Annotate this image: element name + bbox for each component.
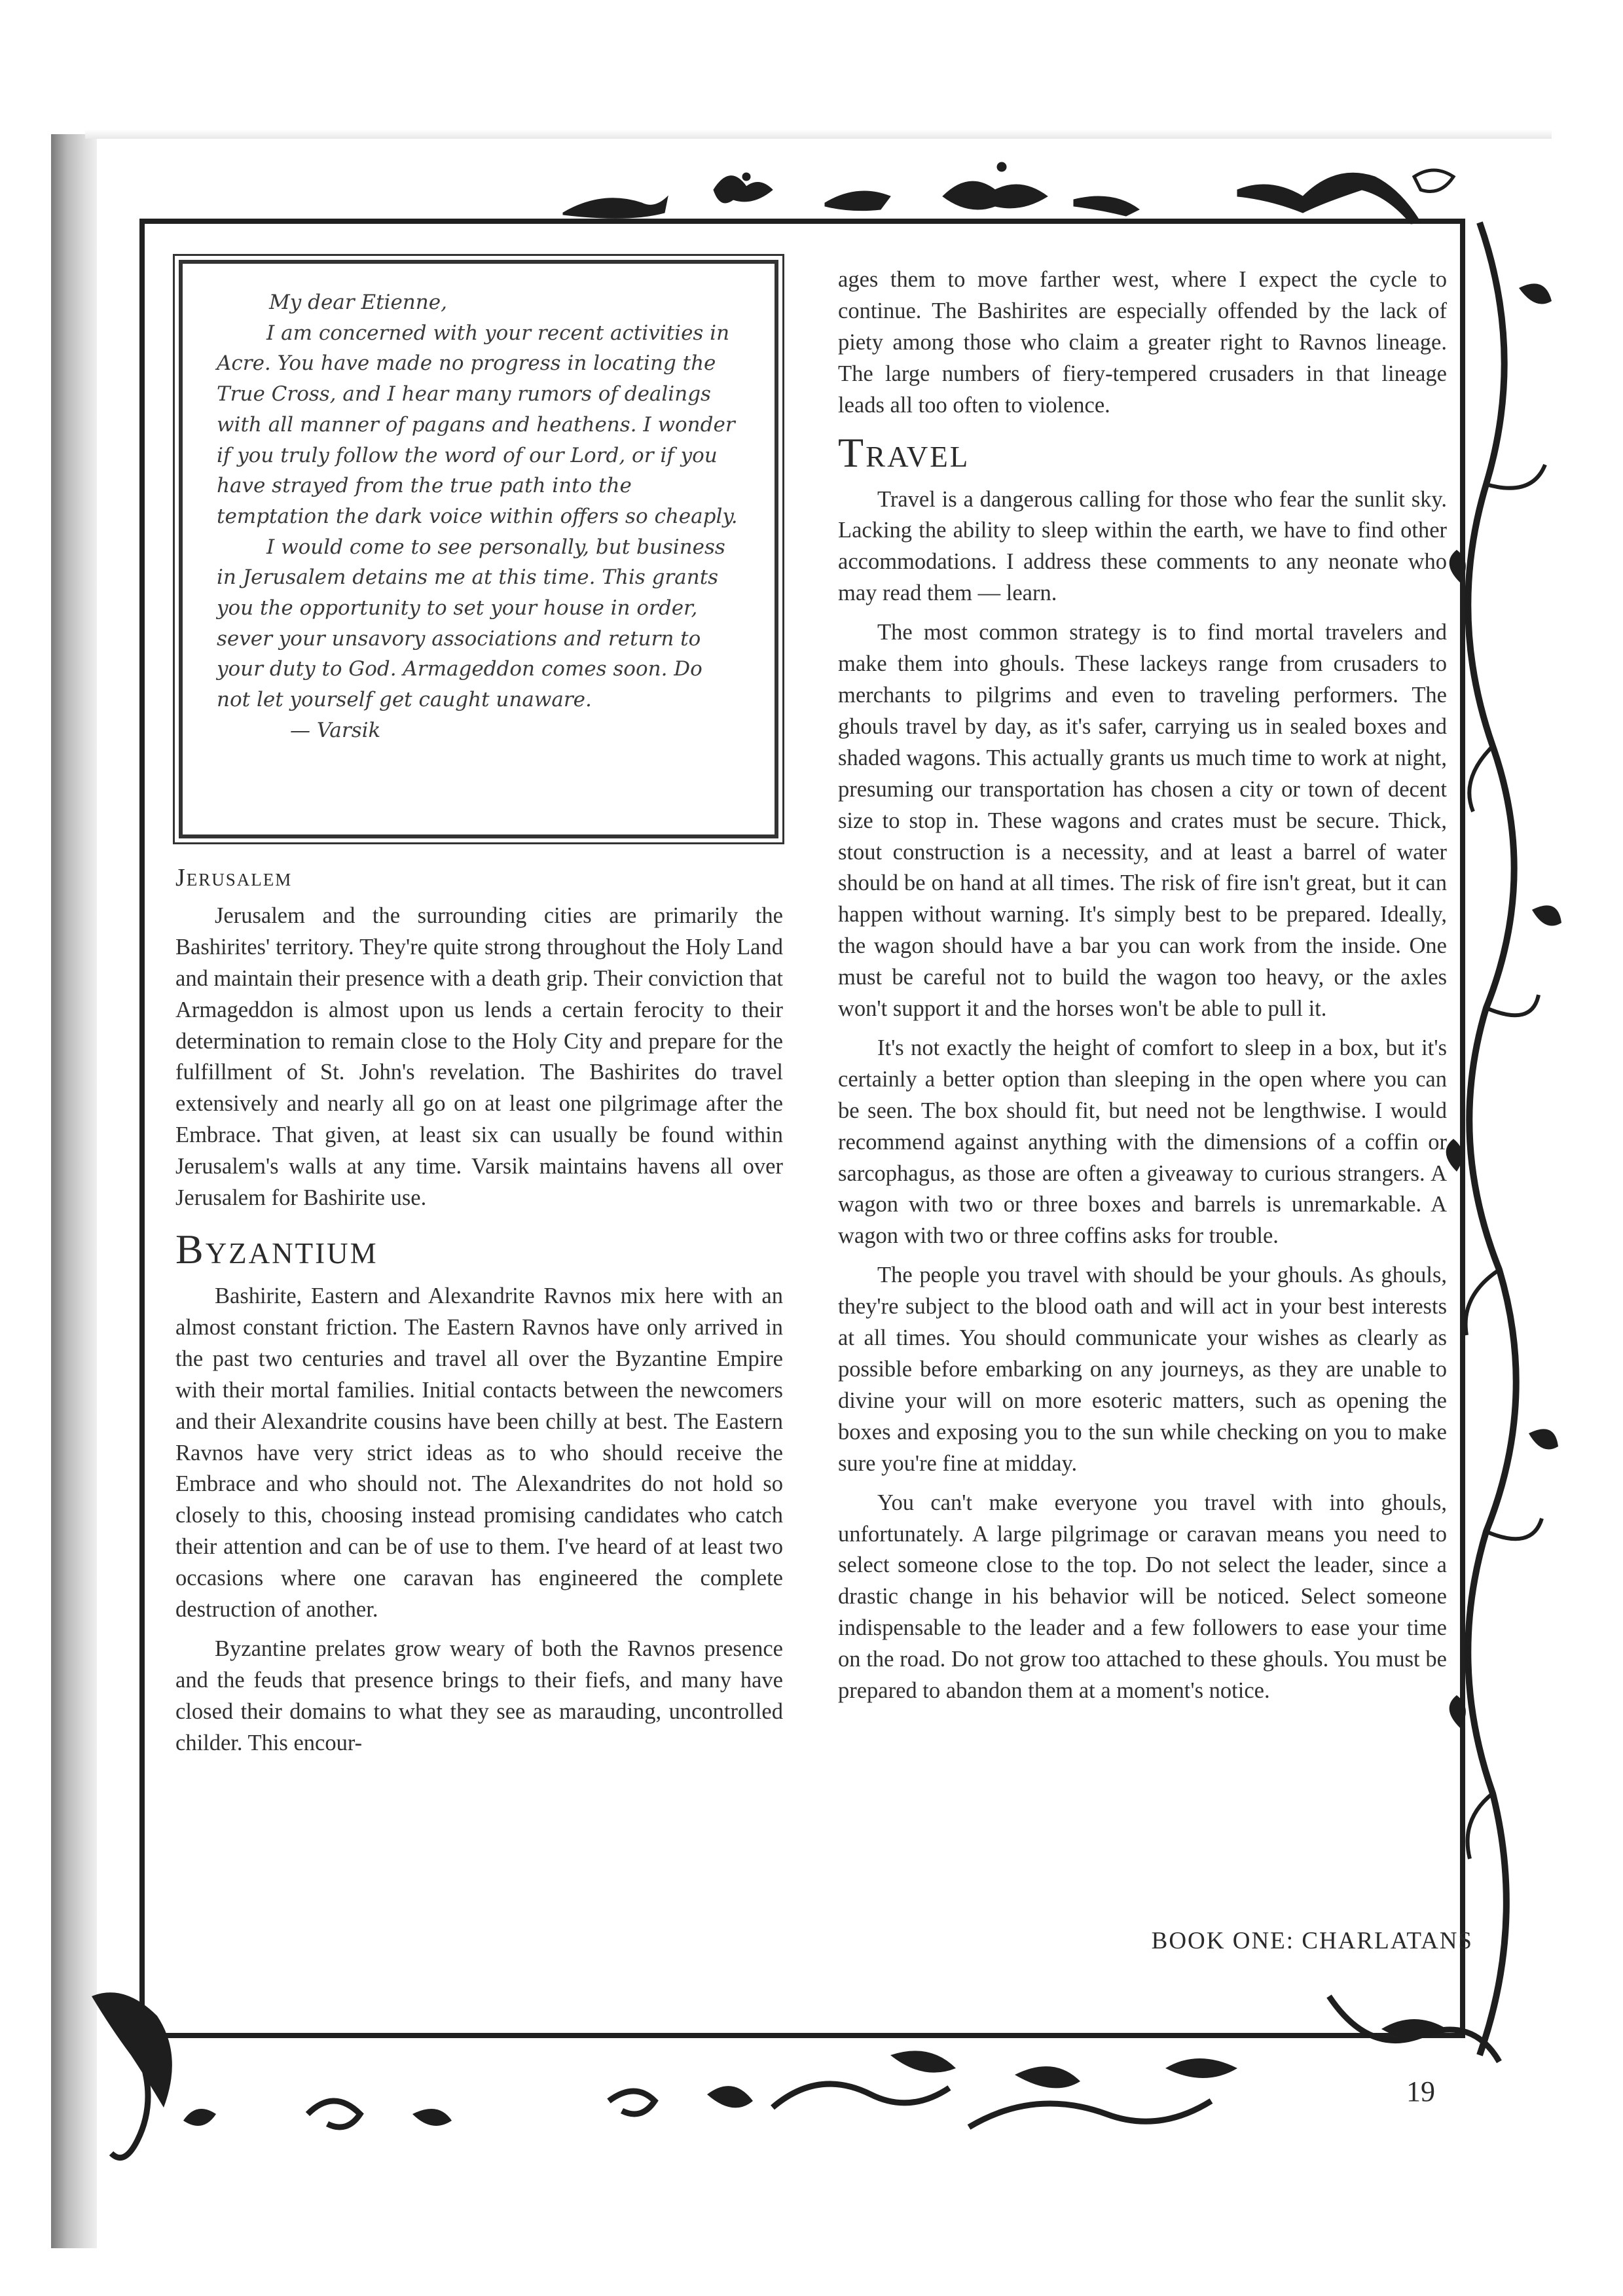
travel-paragraph-4: The people you travel with should be your ghouls. As ghouls, they're subject to the blood oath and will act in your best interests at all times. You should communicate your wishes as clearly as possible before embarking on any journeys, as they are unable to divine your will on more esoteric matters, such as opening the boxes and exposing you to the sun while checking on you to make sure you're fine at midday. — [838, 1263, 1447, 1476]
letter-paragraph-1: I am concerned with your recent activities in Acre. You have made no progress in locating the True Cross, and I hear many rumors of dealings with all manner of pagans and heathens. I wonder if you truly follow the word of our Lord, or if you have strayed from the true path into the temptation the dark voice within offers so cheaply. — [217, 321, 738, 528]
letter-signature: — Varsik — [290, 718, 381, 742]
scan-top-edge — [85, 130, 1552, 139]
book-title-footer: BOOK ONE: CHARLATANS — [1151, 1928, 1473, 1954]
letter-paragraph-2: I would come to see personally, but business in Jerusalem detains me at this time. This grants you the opportunity to set your house in order, sever your unsavory associations and return to your duty to God. Armageddon comes soon. Do not let yourself get caught unaware. — [217, 535, 725, 712]
travel-paragraph-2: The most common strategy is to find mortal travelers and make them into ghouls. These lackeys range from crusaders to merchants to pilgrims and even to traveling performers. The ghouls travel by day, as it's safer, carrying us in sealed boxes and shaded wagons. This actually grants us much time to work at night, presuming our transportation has chosen a city or town of decent size to stop in. These wagons and crates must be secure. Thick, stout construction is a necessity, and at least a barrel of water should be on hand at all times. The risk of fire isn't great, but it can happen without warning. It's simply best to be prepared. Ideally, the wagon should have a bar you can work from the inside. One must be careful not to build the wagon too heavy, or the axles won't support it and the horses won't be able to pull it. — [838, 620, 1447, 1022]
continuation-paragraph: ages them to move farther west, where I expect the cycle to continue. The Bashirites are especially offended by the lack of piety among those who claim a greater right to Ravnos lineage. The large numbers of fiery-tempered crusaders in that lineage leads all too often to violence. — [838, 267, 1447, 418]
travel-paragraph-1: Travel is a dangerous calling for those who fear the sunlit sky. Lacking the ability to sleep within the earth, we have to find other accommodations. I address these comments to any neonate who may read them — learn. — [838, 486, 1447, 606]
travel-paragraph-3: It's not exactly the height of comfort to sleep in a box, but it's certainly a better option than sleeping in the open where you can be seen. The box should fit, but need not be lengthwise. I would recommend against anything with the dimensions of a coffin or sarcophagus, as those are often a giveaway to curious strangers. A wagon with two or three boxes and barrels is unremarkable. A wagon with two or three coffins asks for trouble. — [838, 1035, 1447, 1249]
page-number: 19 — [1406, 2075, 1435, 2108]
letter-box — [173, 254, 784, 844]
left-column — [175, 863, 783, 1759]
jerusalem-heading: Jerusalem — [175, 864, 293, 891]
scan-edge-shadow — [51, 134, 97, 2248]
bottom-vine-ornament — [85, 1957, 1565, 2173]
byzantium-paragraph-1: Bashirite, Eastern and Alexandrite Ravnos mix here with an almost constant friction. The Eastern Ravnos have only arrived in the past two centuries and travel all over the Byzantine Empire with their mortal families. Initial contacts between the newcomers and their Alexandrite cousins have been chilly at best. The Eastern Ravnos have very strict ideas as to who should receive the Embrace and who should not. The Alexandrites do not hold so closely to this, choosing instead promising candidates who catch their attention and can be of use to them. I've heard of at least two occasions where one caravan has engineered the complete destruction of another. — [175, 1283, 783, 1623]
byzantium-paragraph-2: Byzantine prelates grow weary of both the Ravnos presence and the feuds that presence brings to their fiefs, and many have closed their domains to what they see as marauding, uncontrolled childer. This encour- — [175, 1636, 783, 1755]
travel-paragraph-5: You can't make everyone you travel with into ghouls, unfortunately. A large pilgrimage or caravan means you need to select someone close to the top. Do not select the leader, since a drastic change in his behavior will be noticed. Select someone indispensable to the leader and a few followers to ease your time on the road. Do not grow too attached to these ghouls. You must be prepared to abandon them at a moment's notice. — [838, 1490, 1447, 1704]
byzantium-heading: Byzantium — [175, 1225, 378, 1272]
right-column — [838, 264, 1447, 1707]
letter-inner-frame — [179, 260, 778, 838]
travel-heading: Travel — [838, 429, 970, 476]
jerusalem-paragraph: Jerusalem and the surrounding cities are primarily the Bashirites' territory. They're quite strong throughout the Holy Land and maintain their presence with a death grip. Their conviction that Armageddon is almost upon us lends a certain ferocity to their determination to remain close to the Holy City and prepare for the fulfillment of St. John's revelation. The Bashirites do travel extensively and nearly all go on at least one pilgrimage after the Embrace. That given, at least six can usually be found within Jerusalem's walls at any time. Varsik maintains havens all over Jerusalem for Bashirite use. — [175, 903, 783, 1211]
letter-salutation: My dear Etienne, — [269, 291, 447, 314]
top-vine-ornament — [550, 151, 1493, 229]
